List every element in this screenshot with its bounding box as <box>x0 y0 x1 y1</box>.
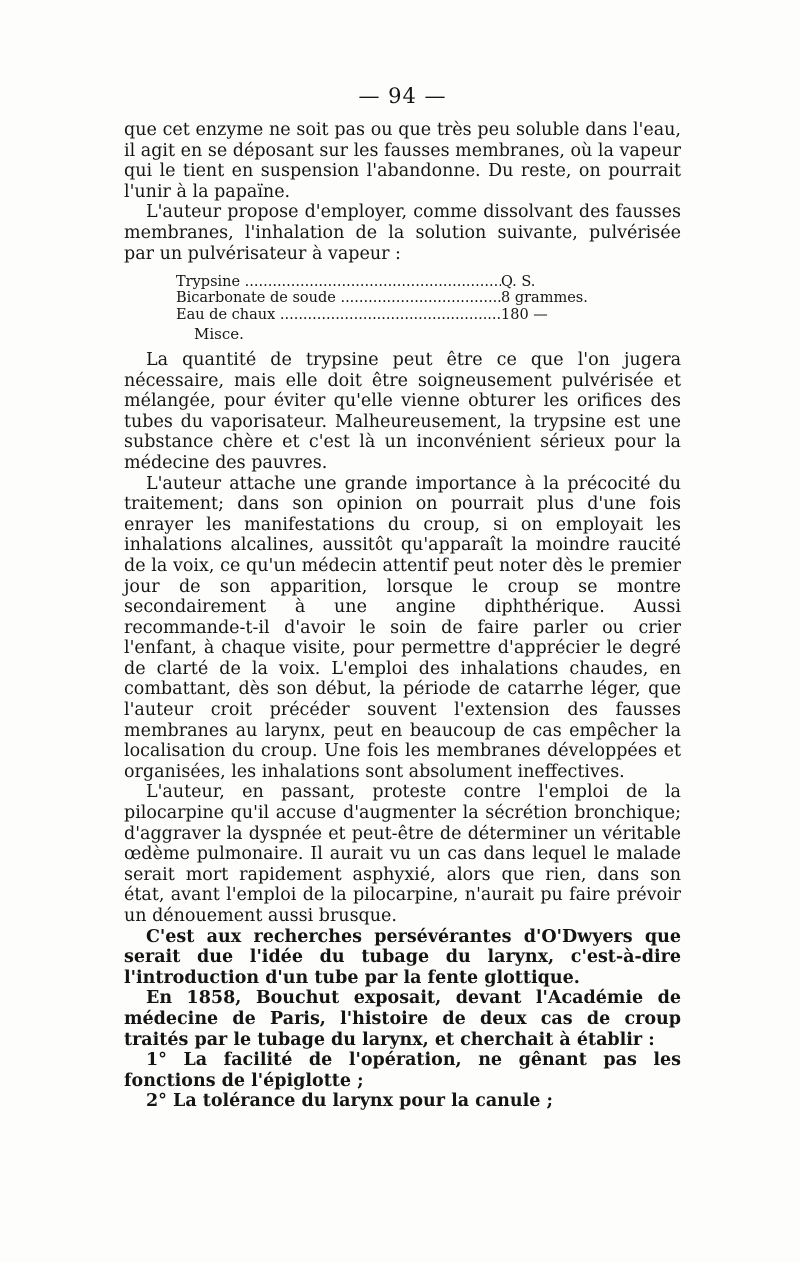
ingredient-name: Trypsine ..... <box>176 274 501 290</box>
paragraph-inhalation-proposal: L'auteur propose d'employer, comme dissolvant des fausses membranes, l'inhalation de la solution suivante, pulvérisée par un pulvérisateur à vapeur : <box>124 202 681 264</box>
prescription-formula <box>124 274 681 342</box>
ingredient-quantity: 8 grammes. <box>501 290 588 307</box>
ingredient-name: Bicarbonate de soude ..... <box>176 290 501 306</box>
paragraph-trypsine-quantity: La quantité de trypsine peut être ce que l'on jugera nécessaire, mais elle doit être soigneusement pulvérisée et mélangée, pour éviter qu'elle vienne obturer les orifices des tubes du vaporisateur. Malheureusement, la trypsine est une substance chère et c'est là un inconvénient sérieux pour la médecine des pauvres. <box>124 349 681 473</box>
page-number: — 94 — <box>358 84 447 108</box>
ingredient-quantity: 180 — <box>501 306 548 323</box>
ingredient-name: Eau de chaux ..... <box>176 307 501 323</box>
paragraph-continued: que cet enzyme ne soit pas ou que très peu soluble dans l'eau, il agit en se déposant sur les fausses membranes, où la vapeur qui le tient en suspension l'abandonne. Du reste, on pourrait l'unir à la papaïne. <box>124 120 681 202</box>
formula-misce: Misce. <box>194 324 244 343</box>
paragraph-odwyer-tubage: C'est aux recherches persévérantes d'O'Dwyers que serait due l'idée du tubage du larynx, c'est-à-dire l'introduction d'un tube par la fente glottique. <box>124 926 681 988</box>
list-item-point-2: 2° La tolérance du larynx pour la canule ; <box>146 1091 553 1112</box>
paragraph-bouchut-1858: En 1858, Bouchut exposait, devant l'Académie de médecine de Paris, l'histoire de deux cas de croup traités par le tubage du larynx, et cherchait à établir : <box>124 988 681 1050</box>
paragraph-early-treatment: L'auteur attache une grande importance à la précocité du traitement; dans son opinion on pourrait plus d'une fois enrayer les manifestations du croup, si on employait les inhalations alcalines, aussitôt qu'apparaît la moindre raucité de la voix, ce qu'un médecin attentif peut noter dès le premier jour de son apparition, lorsque le croup se montre secondairement à une angine diphthérique. Aussi recommande-t-il d'avoir le soin de faire parler ou crier l'enfant, à chaque visite, pour permettre d'apprécier le degré de clarté de la voix. L'emploi des inhalations chaudes, en combattant, dès son début, la période de catarrhe léger, que l'auteur croit précéder souvent l'extension des fausses membranes au larynx, peut en beaucoup de cas empêcher la localisation du croup. Une fois les membranes développées et organisées, les inhalations sont absolument ineffectives. <box>124 473 681 782</box>
formula-row-bicarbonate <box>176 290 681 306</box>
formula-row-eau-de-chaux <box>176 307 681 323</box>
book-page <box>124 84 681 1112</box>
ingredient-quantity: Q. S. <box>501 274 536 291</box>
list-item-point-1: 1° La facilité de l'opération, ne gênant pas les fonctions de l'épiglotte ; <box>124 1050 681 1091</box>
formula-row-trypsine <box>176 274 681 290</box>
paragraph-pilocarpine: L'auteur, en passant, proteste contre l'emploi de la pilocarpine qu'il accuse d'augmenter la sécrétion bronchique; d'aggraver la dyspnée et peut-être de déterminer un véritable œdème pulmonaire. Il aurait vu un cas dans lequel le malade serait mort rapidement asphyxié, alors que rien, dans son état, avant l'emploi de la pilocarpine, n'aurait pu faire prévoir un dénouement aussi brusque. <box>124 782 681 926</box>
